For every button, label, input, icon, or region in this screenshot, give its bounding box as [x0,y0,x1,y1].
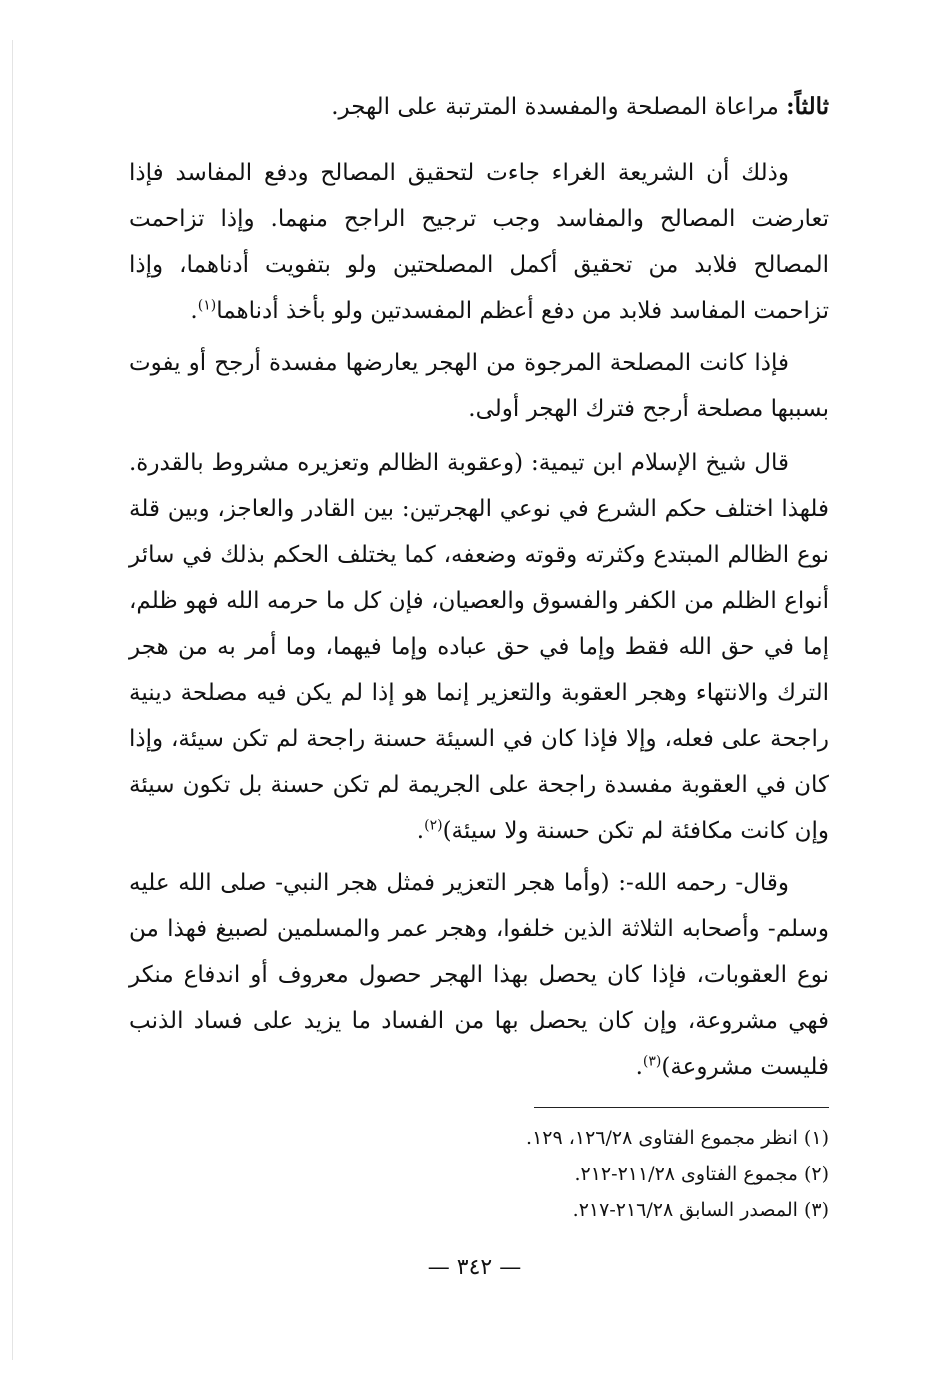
paragraph-end: . [416,818,425,844]
footnote-ref: (٣) [642,1053,662,1070]
footnote-1: (١) انظر مجموع الفتاوى ١٢٦/٢٨، ١٢٩. [526,1127,829,1149]
page-edge-line [12,40,13,1360]
heading-text: مراعاة المصلحة والمفسدة المترتبة على الهجر. [331,94,787,120]
paragraph-text: قال شيخ الإسلام ابن تيمية: (وعقوبة الظالم وتعزيره مشروط بالقدرة. فلهذا اختلف حكم الشرع في نوعي الهجرتين: بين القادر والعاجز، وبين قلة نوع الظالم المبتدع وكثرته وقوته وضعفه، كما يختلف الحكم بذلك في سائر أنواع الظلم من الكفر والفسوق والعصيان، فإن كل ما حرمه الله فهو ظلم، إما في حق الله فقط وإما في حق عباده وإما فيهما، وما أمر به من هجر الترك والانتهاء وهجر العقوبة والتعزير إنما هو إذا لم يكن فيه مصلحة دينية راجحة على فعله، وإلا فإذا كان في السيئة حسنة راجحة لم تكن سيئة، وإذا كان في العقوبة مفسدة راجحة على الجريمة لم تكن حسنة بل تكون سيئة وإن كانت مكافئة لم تكن حسنة ولا سيئة) [129,450,829,844]
footnote-3: (٣) المصدر السابق ٢١٦/٢٨-٢١٧. [572,1199,829,1221]
paragraph-4 [129,860,829,1090]
footnotes [129,1120,829,1228]
footnote-ref: (٢) [424,817,443,834]
heading-lead: ثالثاً: [786,93,829,120]
paragraph-2 [129,340,829,432]
footnote-2: (٢) مجموع الفتاوى ٢١١/٢٨-٢١٢. [574,1163,829,1185]
paragraph-end: . [190,298,198,324]
paragraph-text: فإذا كانت المصلحة المرجوة من الهجر يعارضها مفسدة أرجح أو يفوت بسببها مصلحة أرجح فترك الهجر أولى. [129,350,829,422]
paragraph-text: وذلك أن الشريعة الغراء جاءت لتحقيق المصالح ودفع المفاسد فإذا تعارضت المصالح والمفاسد وجب ترجيح الراجح منهما. وإذا تزاحمت المصالح فلابد من تحقيق أكمل المصلحتين ولو بتفويت أدناهما، وإذا تزاحمت المفاسد فلابد من دفع أعظم المفسدتين ولو بأخذ أدناهما [129,160,829,324]
paragraph-1 [129,150,829,334]
paragraph-text: وقال- رحمه الله-: (وأما هجر التعزير فمثل هجر النبي- صلى الله عليه وسلم- وأصحابه الثلاثة الذين خلفوا، وهجر عمر والمسلمين لصبيغ فهذا من نوع العقوبات، فإذا كان يحصل بهذا الهجر حصول معروف أو اندفاع منكر فهي مشروعة، وإن كان يحصل بها من الفساد ما يزيد على فساد الذنب فليست مشروعة) [129,870,829,1080]
paragraph-end: . [635,1054,643,1080]
section-heading [129,84,829,130]
paragraph-3 [129,440,829,854]
footnote-ref: (١) [197,297,217,314]
page-number: — ٣٤٢ — [427,1255,522,1280]
footnote-divider [534,1107,829,1108]
